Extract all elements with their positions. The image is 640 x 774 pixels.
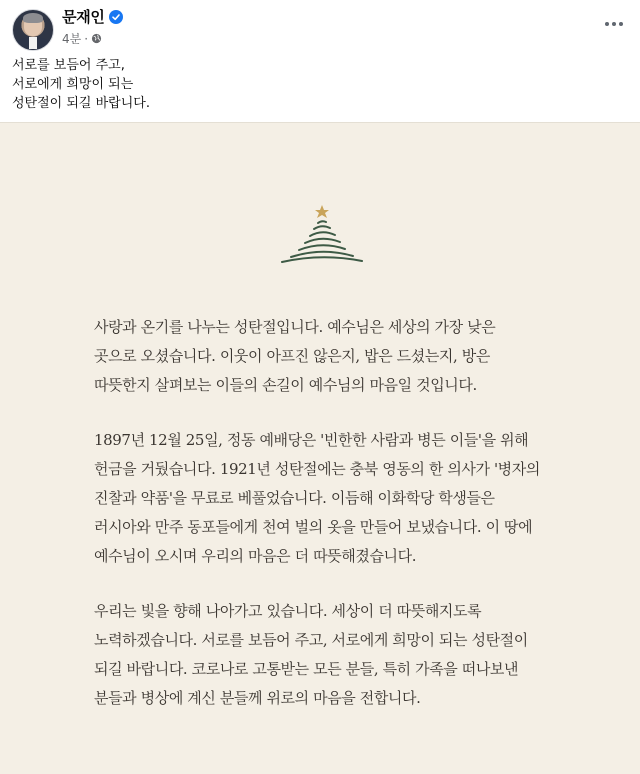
letter-line: 우리는 빛을 향해 나아가고 있습니다. 세상이 더 따뜻해지도록 bbox=[94, 602, 482, 620]
post-caption bbox=[12, 56, 150, 113]
tree-stroke bbox=[314, 226, 330, 229]
more-options-icon[interactable] bbox=[602, 12, 626, 36]
tree-stroke bbox=[318, 221, 326, 223]
letter-line: 진찰과 약품'을 무료로 베풀었습니다. 이듬해 이화학당 학생들은 bbox=[94, 489, 495, 507]
letter-line: 되길 바랍니다. 코로나로 고통받는 모든 분들, 특히 가족을 떠나보낸 bbox=[94, 660, 519, 678]
tree-stroke bbox=[305, 239, 340, 243]
post-time[interactable]: 4분 bbox=[62, 32, 82, 46]
tree-stroke bbox=[299, 245, 345, 250]
avatar[interactable] bbox=[12, 9, 54, 51]
avatar-shirt bbox=[29, 37, 37, 49]
avatar-hair bbox=[23, 13, 43, 23]
author-row bbox=[62, 6, 123, 27]
letter-paragraph-1 bbox=[94, 313, 564, 400]
caption-line: 서로를 보듬어 주고, bbox=[12, 58, 125, 73]
post-header bbox=[0, 0, 640, 60]
letter-line: 곳으로 오셨습니다. 이웃이 아프진 않은지, 밥은 드셨는지, 방은 bbox=[94, 347, 490, 365]
letter-line: 사랑과 온기를 나누는 성탄절입니다. 예수님은 세상의 가장 낮은 bbox=[94, 318, 496, 336]
tree-stroke bbox=[310, 232, 335, 236]
post-meta bbox=[62, 30, 102, 47]
letter-line: 노력하겠습니다. 서로를 보듬어 주고, 서로에게 희망이 되는 성탄절이 bbox=[94, 631, 528, 649]
tree-stroke bbox=[282, 257, 362, 262]
meta-separator: · bbox=[84, 31, 89, 46]
author-name[interactable]: 문재인 bbox=[62, 8, 105, 26]
more-dot bbox=[619, 22, 623, 26]
caption-line: 성탄절이 되길 바랍니다. bbox=[12, 96, 150, 111]
letter-line: 분들과 병상에 계신 분들께 위로의 마음을 전합니다. bbox=[94, 689, 421, 707]
christmas-tree-icon bbox=[274, 163, 370, 263]
tree-star-icon bbox=[315, 205, 329, 218]
letter-line: 따뜻한지 살펴보는 이들의 손길이 예수님의 마음일 것입니다. bbox=[94, 376, 477, 394]
globe-icon[interactable] bbox=[91, 33, 102, 44]
verified-check-icon bbox=[109, 10, 123, 24]
letter-paragraph-2 bbox=[94, 426, 564, 571]
post-image[interactable] bbox=[0, 122, 640, 774]
letter-line: 예수님이 오시며 우리의 마음은 더 따뜻해졌습니다. bbox=[94, 547, 417, 565]
tree-stroke bbox=[291, 252, 353, 257]
letter-line: 1897년 12월 25일, 정동 예배당은 '빈한한 사람과 병든 이들'을 위해 bbox=[94, 431, 529, 449]
letter-body bbox=[94, 313, 564, 739]
caption-line: 서로에게 희망이 되는 bbox=[12, 77, 134, 92]
more-dot bbox=[605, 22, 609, 26]
more-dot bbox=[612, 22, 616, 26]
letter-line: 헌금을 거뒀습니다. 1921년 성탄절에는 충북 영동의 한 의사가 '병자의 bbox=[94, 460, 540, 478]
letter-line: 러시아와 만주 동포들에게 천여 벌의 옷을 만들어 보냈습니다. 이 땅에 bbox=[94, 518, 533, 536]
letter-paragraph-3 bbox=[94, 597, 564, 713]
